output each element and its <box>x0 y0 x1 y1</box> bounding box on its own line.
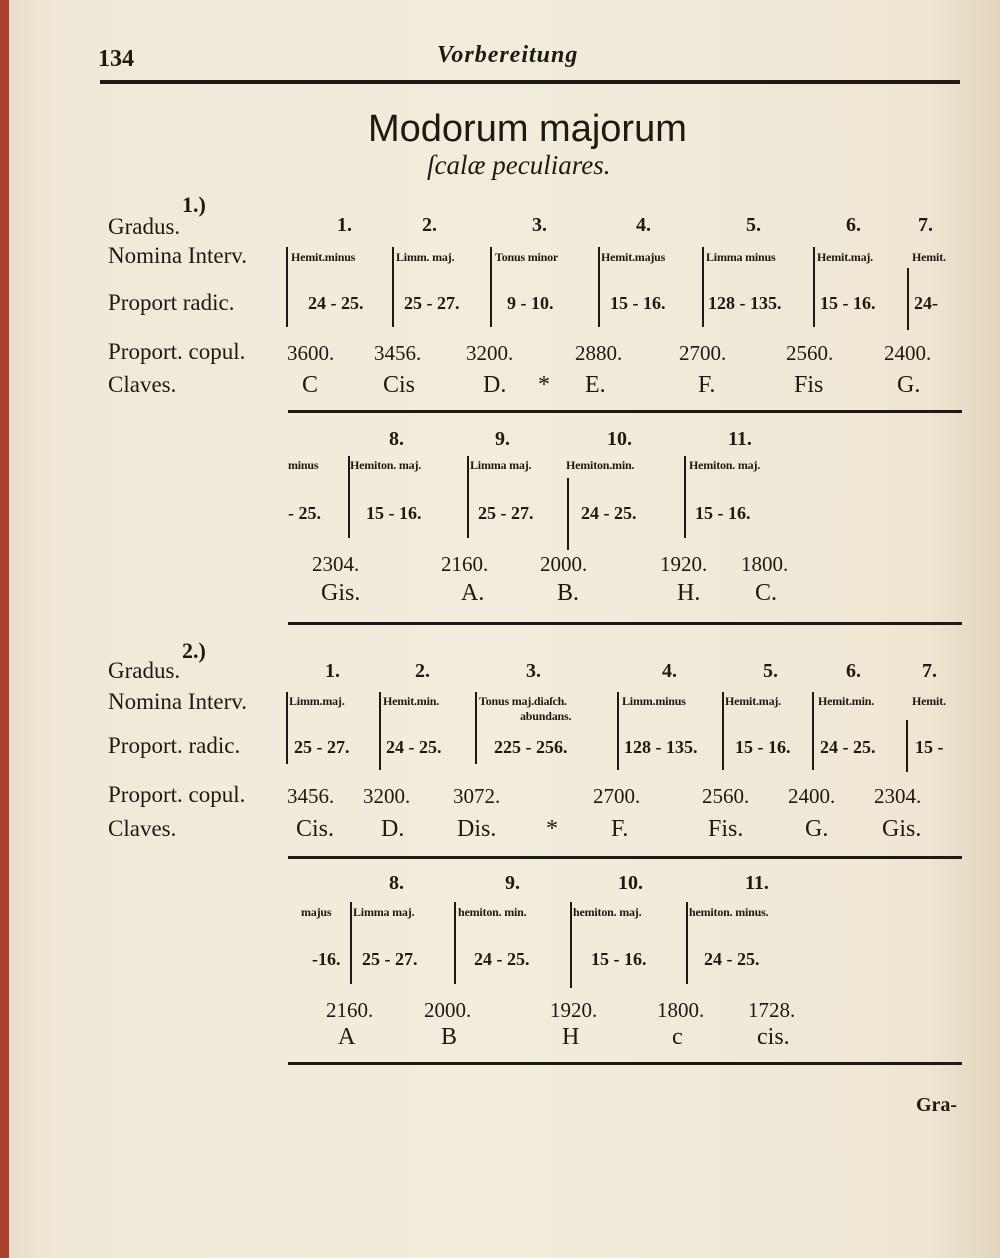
key-name: D. <box>381 816 405 842</box>
column-rule <box>379 692 381 770</box>
interval-name: Hemit.minus <box>291 250 356 264</box>
grade-number: 1. <box>325 660 340 682</box>
key-name: F. <box>611 816 629 842</box>
copul-value: 3456. <box>287 784 335 808</box>
label-proport-radic: Proport. radic. <box>108 733 241 758</box>
label-nomina: Nomina Interv. <box>108 689 248 714</box>
grade-number: 3. <box>526 660 541 682</box>
key-name: H. <box>677 580 701 606</box>
key-asterisk: * <box>546 816 558 842</box>
ratio-value: 15 - 16. <box>735 737 791 757</box>
interval-name: Hemit.min. <box>383 694 439 708</box>
copul-value: 3200. <box>466 341 514 365</box>
interval-name: Hemiton. maj. <box>350 458 422 472</box>
copul-value: 2700. <box>593 784 641 808</box>
key-name: F. <box>698 372 716 398</box>
key-name: Gis. <box>321 580 361 606</box>
column-rule <box>907 268 909 330</box>
grade-number: 2. <box>415 660 430 682</box>
section-rule <box>288 622 962 625</box>
grade-number: 11. <box>728 428 752 450</box>
label-gradus: Gradus. <box>108 214 181 239</box>
key-name: A. <box>461 580 485 606</box>
interval-name: majus <box>301 905 332 919</box>
key-name: G. <box>805 816 829 842</box>
key-name: H <box>562 1024 580 1050</box>
label-claves: Claves. <box>108 816 177 841</box>
ratio-value: 225 - 256. <box>494 737 568 757</box>
grade-number: 7. <box>922 660 937 682</box>
copul-value: 2000. <box>424 998 472 1022</box>
copul-value: 1920. <box>660 552 708 576</box>
key-name: C <box>302 372 319 398</box>
grade-number: 10. <box>618 872 643 894</box>
copul-value: 3200. <box>363 784 411 808</box>
interval-name: Hemiton.min. <box>566 458 635 472</box>
grade-number: 11. <box>745 872 769 894</box>
grade-number: 7. <box>918 214 933 236</box>
key-name: Cis <box>383 372 416 398</box>
grade-number: 6. <box>846 660 861 682</box>
interval-name: Hemit. <box>912 694 946 708</box>
copul-value: 2400. <box>884 341 932 365</box>
ratio-value: 25 - 27. <box>294 737 350 757</box>
copul-value: 1728. <box>748 998 796 1022</box>
grade-number: 9. <box>495 428 510 450</box>
ratio-value: 15 - 16. <box>820 293 876 313</box>
copul-value: 3072. <box>453 784 501 808</box>
ratio-value: 128 - 135. <box>708 293 782 313</box>
label-proport-radic: Proport radic. <box>108 290 235 315</box>
copul-value: 1800. <box>657 998 705 1022</box>
ratio-value: 24 - 25. <box>308 293 364 313</box>
key-name: Gis. <box>882 816 922 842</box>
grade-number: 2. <box>422 214 437 236</box>
ratio-value: 24 - 25. <box>386 737 442 757</box>
binding-edge <box>0 0 9 1258</box>
ratio-value: - 25. <box>288 503 321 523</box>
column-rule <box>475 692 477 764</box>
key-name: Fis <box>794 372 824 398</box>
interval-name: Limm. maj. <box>396 250 455 264</box>
column-rule <box>286 247 288 327</box>
catchword: Gra- <box>916 1094 958 1116</box>
column-rule <box>454 902 456 984</box>
interval-name: abundans. <box>520 709 572 723</box>
column-rule <box>490 247 492 327</box>
key-name: A <box>338 1024 356 1050</box>
column-rule <box>348 456 350 538</box>
column-rule <box>722 692 724 770</box>
column-rule <box>684 456 686 538</box>
page-subtitle: ſcalæ peculiares. <box>427 150 611 180</box>
ratio-value: 25 - 27. <box>404 293 460 313</box>
interval-name: Hemit.maj. <box>817 250 873 264</box>
grade-number: 10. <box>607 428 632 450</box>
column-rule <box>570 902 572 988</box>
interval-name: Hemit.maj. <box>725 694 781 708</box>
column-rule <box>567 478 569 550</box>
interval-name: Tonus maj.diaſch. <box>479 694 567 708</box>
ratio-value: -16. <box>312 949 341 969</box>
ratio-value: 24 - 25. <box>474 949 530 969</box>
label-gradus: Gradus. <box>108 658 181 683</box>
column-rule <box>813 247 815 327</box>
key-name: C. <box>755 580 778 606</box>
label-proport-copul: Proport. copul. <box>108 339 246 364</box>
ratio-value: 24- <box>914 293 938 313</box>
interval-name: Hemiton. maj. <box>689 458 761 472</box>
ratio-value: 15 - <box>915 737 944 757</box>
copul-value: 2160. <box>441 552 489 576</box>
copul-value: 3456. <box>374 341 422 365</box>
copul-value: 1800. <box>741 552 789 576</box>
ratio-value: 15 - 16. <box>591 949 647 969</box>
section-rule <box>288 1062 962 1065</box>
key-name: c <box>672 1024 683 1050</box>
column-rule <box>598 247 600 327</box>
column-rule <box>702 247 704 327</box>
ratio-value: 25 - 27. <box>362 949 418 969</box>
column-rule <box>392 247 394 327</box>
section-rule <box>288 856 962 859</box>
ratio-value: 9 - 10. <box>507 293 554 313</box>
grade-number: 4. <box>636 214 651 236</box>
ratio-value: 25 - 27. <box>478 503 534 523</box>
ratio-value: 15 - 16. <box>610 293 666 313</box>
column-rule <box>467 456 469 538</box>
copul-value: 2400. <box>788 784 836 808</box>
grade-number: 4. <box>662 660 677 682</box>
column-rule <box>286 692 288 764</box>
interval-name: Limm.minus <box>622 694 686 708</box>
copul-value: 2160. <box>326 998 374 1022</box>
grade-number: 5. <box>746 214 761 236</box>
column-rule <box>906 720 908 772</box>
interval-name: hemiton. minus. <box>689 905 769 919</box>
interval-name: hemiton. maj. <box>573 905 642 919</box>
section-1-marker: 1.) <box>182 192 206 217</box>
copul-value: 1920. <box>550 998 598 1022</box>
copul-value: 2880. <box>575 341 623 365</box>
label-nomina: Nomina Interv. <box>108 243 248 268</box>
interval-name: Limm.maj. <box>289 694 345 708</box>
ratio-value: 24 - 25. <box>581 503 637 523</box>
interval-name: Hemit. <box>912 250 946 264</box>
key-name: E. <box>585 372 606 398</box>
ratio-value: 24 - 25. <box>704 949 760 969</box>
key-asterisk: * <box>538 372 550 398</box>
column-rule <box>617 692 619 770</box>
copul-value: 3600. <box>287 341 335 365</box>
interval-name: Hemit.majus <box>601 250 666 264</box>
grade-number: 6. <box>846 214 861 236</box>
interval-name: Hemit.min. <box>818 694 874 708</box>
interval-name: Limma maj. <box>470 458 532 472</box>
label-claves: Claves. <box>108 372 177 397</box>
section-2-marker: 2.) <box>182 638 206 663</box>
key-name: B. <box>557 580 580 606</box>
key-name: D. <box>483 372 507 398</box>
interval-name: minus <box>288 458 319 472</box>
grade-number: 5. <box>763 660 778 682</box>
copul-value: 2000. <box>540 552 588 576</box>
copul-value: 2560. <box>702 784 750 808</box>
interval-name: hemiton. min. <box>458 905 527 919</box>
key-name: Cis. <box>296 816 335 842</box>
column-rule <box>686 902 688 984</box>
interval-name: Limma minus <box>706 250 776 264</box>
key-name: B <box>441 1024 458 1050</box>
key-name: G. <box>897 372 921 398</box>
grade-number: 8. <box>389 872 404 894</box>
copul-value: 2560. <box>786 341 834 365</box>
interval-name: Limma maj. <box>353 905 415 919</box>
page-number: 134 <box>98 46 134 72</box>
ratio-value: 128 - 135. <box>624 737 698 757</box>
key-name: cis. <box>757 1024 790 1050</box>
running-head: Vorbereitung <box>437 42 579 68</box>
label-proport-copul: Proport. copul. <box>108 782 246 807</box>
ratio-value: 15 - 16. <box>366 503 422 523</box>
grade-number: 8. <box>389 428 404 450</box>
header-rule <box>100 80 960 84</box>
ratio-value: 24 - 25. <box>820 737 876 757</box>
grade-number: 9. <box>505 872 520 894</box>
column-rule <box>812 692 814 770</box>
copul-value: 2304. <box>874 784 922 808</box>
copul-value: 2304. <box>312 552 360 576</box>
key-name: Fis. <box>708 816 744 842</box>
interval-name: Tonus minor <box>495 250 559 264</box>
key-name: Dis. <box>457 816 497 842</box>
column-rule <box>350 902 352 984</box>
copul-value: 2700. <box>679 341 727 365</box>
section-rule <box>288 410 962 413</box>
grade-number: 1. <box>337 214 352 236</box>
grade-number: 3. <box>532 214 547 236</box>
page-title: Modorum majorum <box>368 108 687 150</box>
ratio-value: 15 - 16. <box>695 503 751 523</box>
